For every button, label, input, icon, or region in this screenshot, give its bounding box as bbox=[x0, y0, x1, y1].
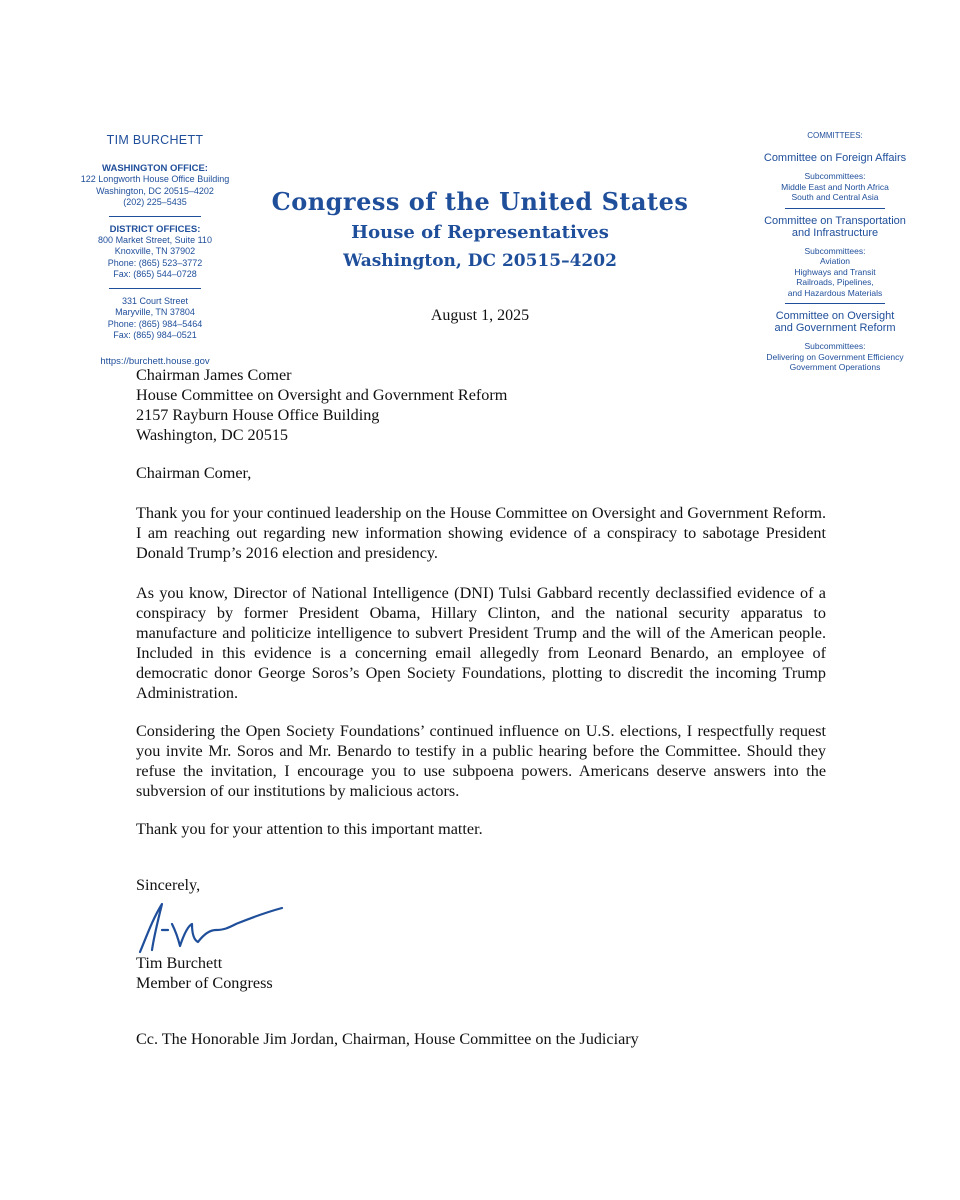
body-paragraph: As you know, Director of National Intelligence (DNI) Tulsi Gabbard recently declassified evidence of a conspiracy by former President Obama, Hillary Clinton, and the national security apparatus to manufacture and politicize intelligence to subvert President Trump and the will of the American people. Included in this evidence is a concerning email allegedly from Leonard Benardo, an employee of democratic donor George Soros’s Open Society Foundations, plotting to discredit the incoming Trump Administration. bbox=[136, 584, 826, 702]
office-info-column bbox=[40, 133, 270, 367]
committee-name: Committee on Foreign Affairs bbox=[763, 152, 907, 164]
district-offices-title: DISTRICT OFFICES: bbox=[109, 223, 201, 235]
district-office-line: Fax: (865) 984–0521 bbox=[113, 330, 197, 340]
body-paragraph: Thank you for your continued leadership on the House Committee on Oversight and Government Reform. I am reaching out regarding new information showing evidence of a conspiracy to sabotage President Donald Trump’s 2016 election and presidency. bbox=[136, 504, 826, 562]
subcommittees-label: Subcommittees: bbox=[804, 171, 866, 181]
committee-name: Committee on Oversight bbox=[775, 310, 895, 322]
committees-column bbox=[728, 131, 942, 373]
salutation: Chairman Comer, bbox=[136, 464, 252, 482]
washington-office-title: WASHINGTON OFFICE: bbox=[102, 163, 208, 174]
washington-office-line: 122 Longworth House Office Building bbox=[80, 174, 230, 184]
subcommittee-name: and Hazardous Materials bbox=[787, 287, 883, 298]
signer-name: Tim Burchett bbox=[136, 954, 223, 972]
subcommittee-name: Government Operations bbox=[789, 362, 881, 372]
recipient-line: House Committee on Oversight and Government Reform bbox=[136, 386, 508, 404]
washington-office-line: Washington, DC 20515–4202 bbox=[96, 185, 214, 196]
recipient-address bbox=[136, 365, 826, 445]
subcommittees-label: Subcommittees: bbox=[804, 341, 866, 351]
body-paragraph: Thank you for your attention to this important matter. bbox=[136, 820, 483, 838]
subcommittee-name: Aviation bbox=[819, 256, 851, 266]
committee-name: and Infrastructure bbox=[791, 226, 879, 239]
subcommittee-name: Delivering on Government Efficiency bbox=[766, 351, 904, 362]
district-office-line: Knoxville, TN 37902 bbox=[114, 246, 196, 256]
masthead-house: House of Representatives bbox=[351, 222, 609, 243]
recipient-line: 2157 Rayburn House Office Building bbox=[136, 406, 380, 424]
cc-line: Cc. The Honorable Jim Jordan, Chairman, House Committee on the Judiciary bbox=[136, 1030, 639, 1048]
masthead-address: Washington, DC 20515–4202 bbox=[343, 251, 617, 271]
divider bbox=[785, 208, 885, 209]
signature bbox=[132, 890, 292, 960]
subcommittee-name: South and Central Asia bbox=[791, 192, 879, 202]
divider bbox=[109, 288, 201, 289]
body-paragraph: Considering the Open Society Foundations’ continued influence on U.S. elections, I respectfully request you invite Mr. Soros and Mr. Benardo to testify in a public hearing before the Committee. Should they refuse the invitation, I encourage you to use subpoena powers. Americans deserve answers into the subversion of our institutions by malicious actors. bbox=[136, 722, 826, 800]
district-office-line: Phone: (865) 523–3772 bbox=[107, 257, 203, 268]
signer-title: Member of Congress bbox=[136, 974, 273, 992]
divider bbox=[785, 303, 885, 304]
district-office-line: 331 Court Street bbox=[121, 295, 189, 306]
recipient-line: Washington, DC 20515 bbox=[136, 426, 289, 444]
masthead-congress: Congress of the United States bbox=[271, 187, 689, 216]
masthead bbox=[270, 186, 690, 274]
committee-name: Committee on Transportation bbox=[764, 214, 906, 227]
subcommittees-label: Subcommittees: bbox=[804, 245, 866, 256]
subcommittee-name: Middle East and North Africa bbox=[781, 181, 889, 192]
website-link[interactable]: https://burchett.house.gov bbox=[100, 355, 210, 367]
committees-heading: COMMITTEES: bbox=[807, 131, 863, 140]
district-office-line: Phone: (865) 984–5464 bbox=[107, 318, 203, 329]
washington-office-line: (202) 225–5435 bbox=[123, 197, 187, 207]
signer-block bbox=[136, 953, 826, 993]
member-name: TIM BURCHETT bbox=[106, 133, 204, 147]
district-office-line: Maryville, TN 37804 bbox=[115, 307, 195, 317]
letter-date: August 1, 2025 bbox=[430, 307, 530, 324]
subcommittee-name: Highways and Transit bbox=[794, 266, 876, 277]
district-office-line: 800 Market Street, Suite 110 bbox=[98, 234, 212, 245]
divider bbox=[109, 216, 201, 217]
recipient-line: Chairman James Comer bbox=[136, 366, 292, 384]
closing: Sincerely, bbox=[136, 876, 201, 894]
committee-name: and Government Reform bbox=[774, 322, 896, 334]
subcommittee-name: Railroads, Pipelines, bbox=[796, 277, 874, 287]
district-office-line: Fax: (865) 544–0728 bbox=[113, 269, 197, 279]
